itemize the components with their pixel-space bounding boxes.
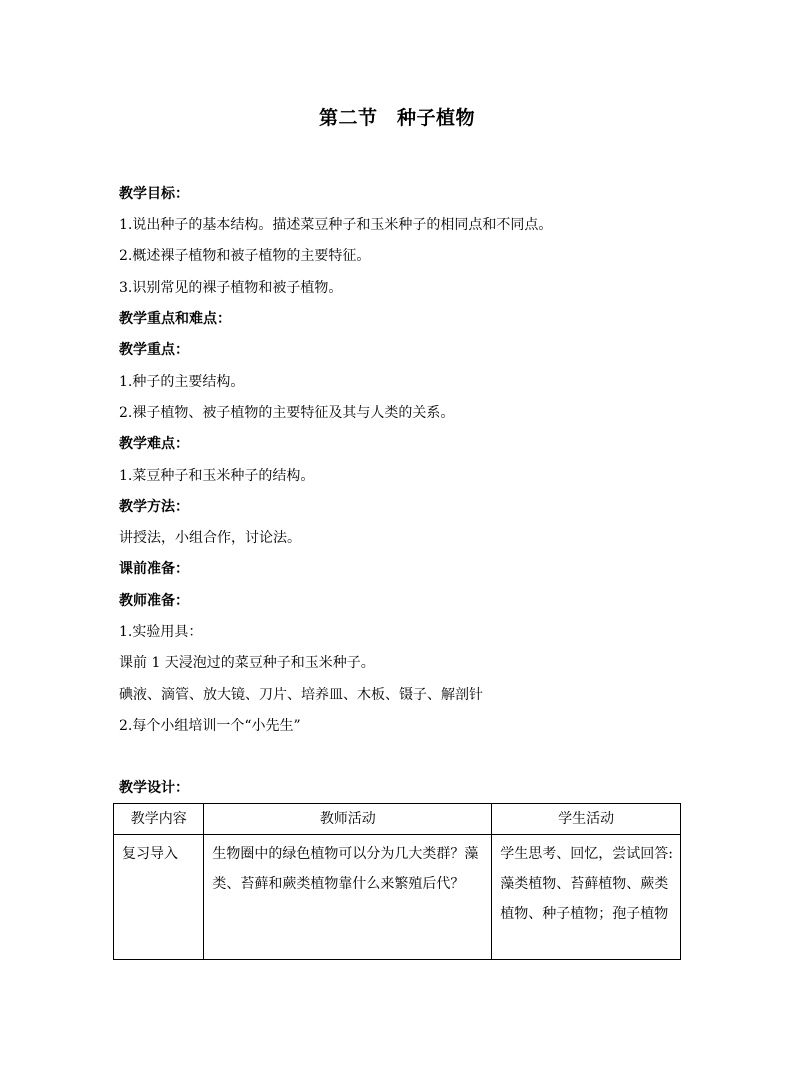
text-line: 2.概述裸子植物和被子植物的主要特征。 (119, 248, 371, 264)
text-line: 1.种子的主要结构。 (119, 374, 245, 390)
heading-key-points: 教学重点： (119, 342, 189, 358)
heading-objectives: 教学目标： (119, 186, 189, 202)
table-row (114, 835, 681, 960)
header-teacher: 教师活动 (204, 804, 492, 835)
header-content: 教学内容 (114, 804, 204, 835)
text-line: 1.菜豆种子和玉米种子的结构。 (119, 468, 315, 484)
text-line: 3.识别常见的裸子植物和被子植物。 (119, 280, 343, 296)
heading-methods: 教学方法： (119, 499, 189, 515)
header-student: 学生活动 (492, 804, 681, 835)
cell-student: 学生思考、回忆，尝试回答:藻类植物、苔藓植物、蕨类植物、种子植物；孢子植物 (492, 835, 681, 960)
text-line: 1.说出种子的基本结构。描述菜豆种子和玉米种子的相同点和不同点。 (119, 217, 553, 233)
text-line: 1.实验用具： (119, 624, 203, 640)
text-line: 讲授法，小组合作，讨论法。 (119, 530, 301, 546)
cell-content: 复习导入 (114, 835, 204, 960)
page-title: 第二节 种子植物 (318, 107, 475, 129)
heading-key-difficult: 教学重点和难点： (119, 311, 231, 327)
text-line: 碘液、滴管、放大镜、刀片、培养皿、木板、镊子、解剖针 (119, 687, 483, 703)
heading-difficult-points: 教学难点： (119, 436, 189, 452)
heading-teacher-prep: 教师准备： (119, 593, 189, 609)
design-table (113, 803, 681, 960)
heading-preparation: 课前准备： (119, 561, 189, 577)
text-line: 2.每个小组培训一个“小先生” (119, 718, 301, 734)
heading-design: 教学设计： (119, 780, 189, 796)
text-line: 2.裸子植物、被子植物的主要特征及其与人类的关系。 (119, 405, 455, 421)
cell-teacher: 生物圈中的绿色植物可以分为几大类群？藻类、苔藓和蕨类植物靠什么来繁殖后代？ (204, 835, 492, 960)
table-header-row (114, 804, 681, 835)
text-line: 课前 1 天浸泡过的菜豆种子和玉米种子。 (119, 655, 375, 671)
